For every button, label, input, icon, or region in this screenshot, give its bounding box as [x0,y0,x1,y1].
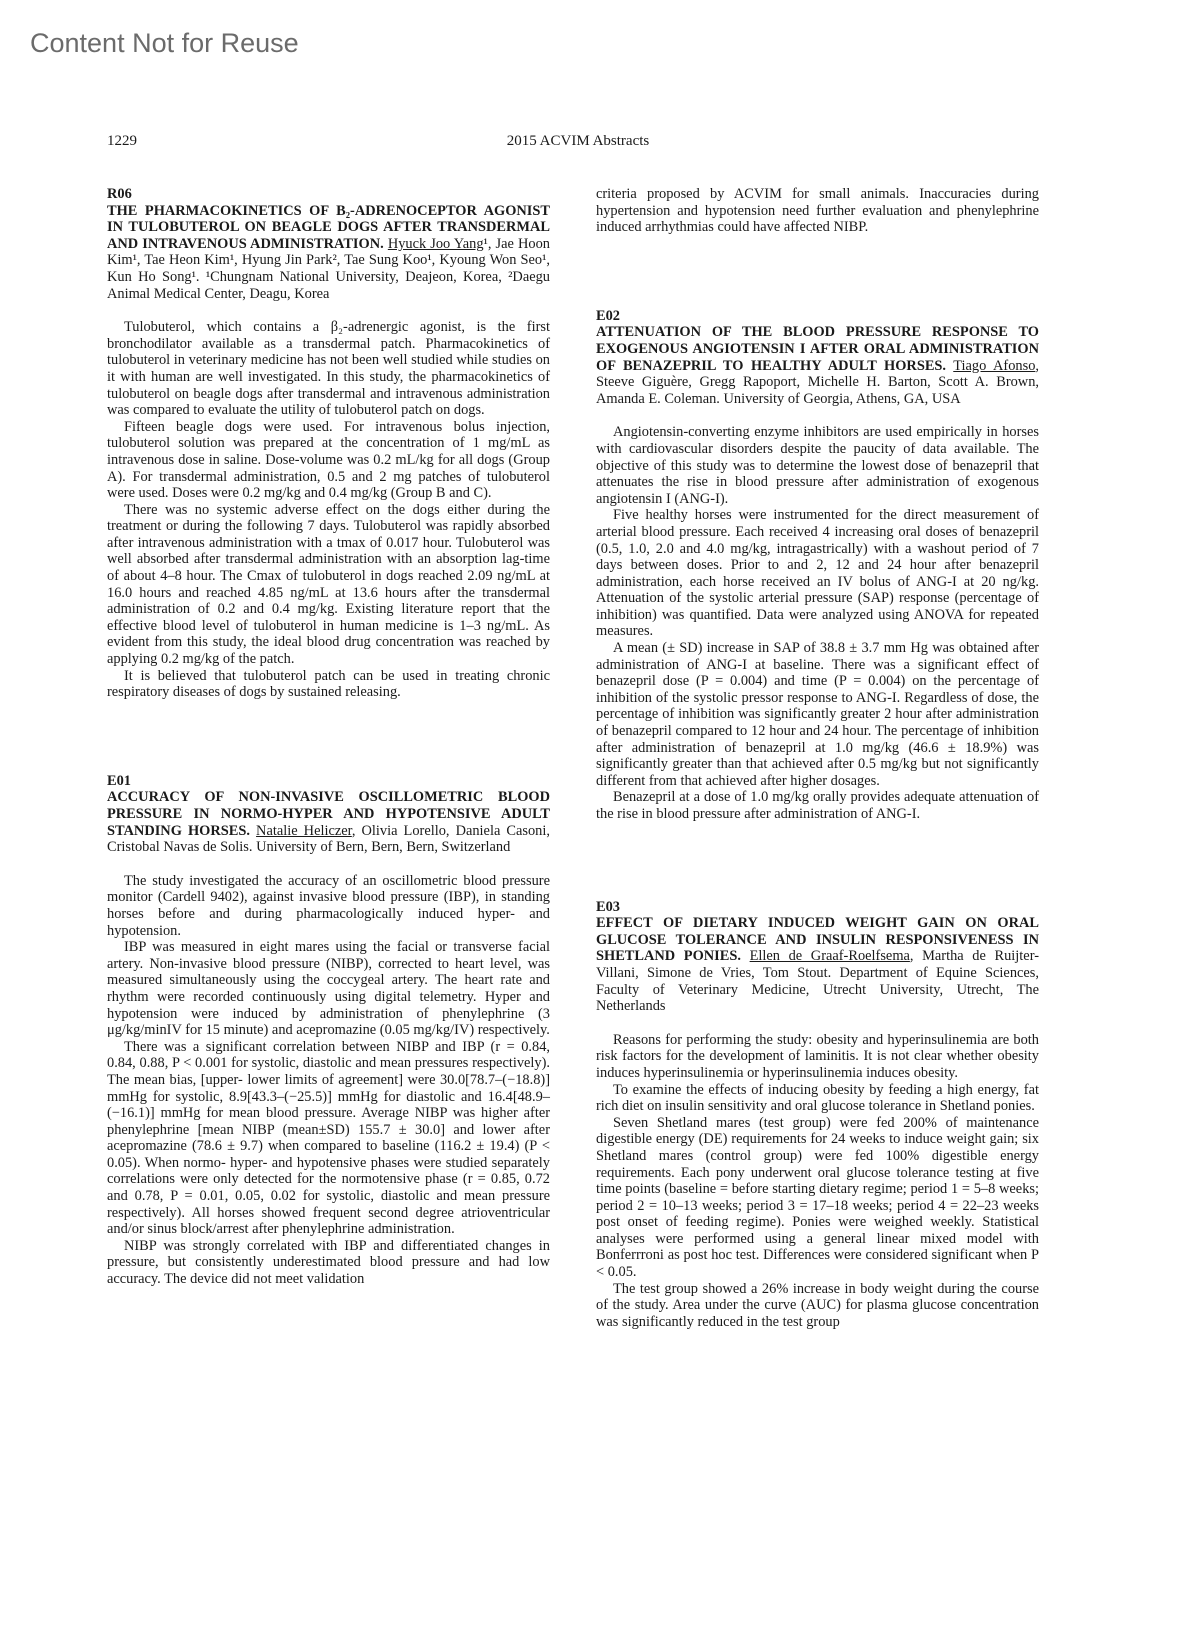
paragraph: criteria proposed by ACVIM for small animals. Inaccuracies during hypertension and hypotension need further evaluation and phenylephrine induced arrhythmias could have affected NIBP. [596,186,1039,236]
paragraph: The test group showed a 26% increase in body weight during the course of the study. Area under the curve (AUC) for plasma glucose concentration was significantly reduced in the test group [596,1280,1039,1330]
abstract-e01-continuation [596,186,1039,236]
right-column [596,186,1039,1330]
abstract-r06 [107,186,550,701]
abstract-id: E03 [596,898,620,915]
page-number: 1229 [107,133,137,149]
abstract-title: EFFECT OF DIETARY INDUCED WEIGHT GAIN ON ORAL GLUCOSE TOLERANCE AND INSULIN RESPONSIVENESS IN SHETLAND PONIES. [596,915,1039,965]
authors-affiliations: , Steeve Giguère, Gregg Rapoport, Michelle H. Barton, Scott A. Brown, Amanda E. Coleman. University of Georgia, Athens, GA, USA [596,357,1039,407]
presenting-author: Ellen de Graaf-Roelfsema [749,948,910,965]
paragraph: NIBP was strongly correlated with IBP and differentiated changes in pressure, but consistently underestimated blood pressure and had low accuracy. The device did not meet validation [107,1237,550,1288]
paragraph: Tulobuterol, which contains a β₂-adrenergic agonist, is the first bronchodilator available as a transdermal patch. Pharmacokinetics of tulobuterol in veterinary medicine has not been well studied while studies on it with human are well investigated. In this study, the pharmacokinetics of tulobuterol on beagle dogs after transdermal and intravenous administration was compared to evaluate the utility of tulobuterol patch on dogs. [107,319,550,419]
paragraph: Seven Shetland mares (test group) were fed 200% of maintenance digestible energy (DE) requirements for 24 weeks to induce weight gain; six Shetland mares (control group) were fed 100% digestible energy requirements. Each pony underwent oral glucose tolerance testing at five time points (baseline = before starting dietary regime; period 1 = 5–8 weeks; period 2 = 10–13 weeks; period 3 = 17–18 weeks; period 4 = 22–23 weeks post onset of feeding regime). Ponies were weighed weekly. Statistical analyses were performed using a general linear mixed model with Bonferrroni as post hoc test. Differences were considered significant when P < 0.05. [596,1114,1039,1281]
paragraph: A mean (± SD) increase in SAP of 38.8 ± 3.7 mm Hg was obtained after administration of ANG-I at baseline. There was a significant effect of benazepril dose (P = 0.004) and time (P = 0.004) on the percentage of inhibition of the systolic pressor response to ANG-I. Regardless of dose, the percentage of inhibition was significantly greater 2 hour after administration of benazepril compared to 12 hour and 24 hour. The percentage of inhibition after administration of benazepril at 1.0 mg/kg (46.6 ± 18.9%) was significantly greater than that achieved after 0.5 mg/kg but not significantly different from that achieved after higher dosages. [596,640,1039,789]
left-column [107,186,550,1288]
abstract-body [596,1032,1039,1331]
abstract-body [107,319,550,701]
abstract-heading [107,203,550,303]
abstract-title: ACCURACY OF NON-INVASIVE OSCILLOMETRIC BLOOD PRESSURE IN NORMO-HYPER AND HYPOTENSIVE ADULT STANDING HORSES. [107,789,550,839]
paragraph: Benazepril at a dose of 1.0 mg/kg orally provides adequate attenuation of the rise in blood pressure after administration of ANG-I. [596,789,1039,822]
paragraph: IBP was measured in eight mares using the facial or transverse facial artery. Non-invasive blood pressure (NIBP), corrected to heart level, was measured simultaneously using the coccygeal artery. The heart rate and rhythm were recorded continuously using digital telemetry. Hyper and hypotension were induced by administration of phenylephrine (3 μg/kg/minIV for 15 minute) and acepromazine (0.05 mg/kg/IV) respectively. [107,939,550,1039]
abstract-body [596,424,1039,822]
paragraph: Fifteen beagle dogs were used. For intravenous bolus injection, tulobuterol solution was prepared at the concentration of 1 mg/mL as intravenous dose in saline. Dose-volume was 0.2 mL/kg for all dogs (Group A). For transdermal administration, 0.5 and 2 mg patches of tulobuterol were used. Doses were 0.2 mg/kg and 0.4 mg/kg (Group B and C). [107,418,550,502]
abstract-e02 [596,308,1039,823]
authors-affiliations: ¹, Jae Hoon Kim¹, Tae Heon Kim¹, Hyung Jin Park², Tae Sung Koo¹, Kyoung Won Seo¹, Kun Ho Song¹. ¹Chungnam National University, Deajeon, Korea, ²Daegu Animal Medical Center, Deagu, Korea [107,235,550,302]
authors-affiliations: , Martha de Ruijter-Villani, Simone de Vries, Tom Stout. Department of Equine Sciences, Faculty of Veterinary Medicine, Utrecht University, Utrecht, The Netherlands [596,948,1039,1015]
journal-title: 2015 ACVIM Abstracts [506,133,650,149]
running-head [107,133,1049,155]
abstract-id: E02 [596,307,620,324]
paragraph: There was no systemic adverse effect on the dogs either during the treatment or during the following 7 days. Tulobuterol was rapidly absorbed after intravenous administration with a tmax of 0.017 hour. Tulobuterol was well absorbed after transdermal administration with an absorption lag-time of about 4–8 hour. The Cmax of tulobuterol in dogs reached 2.09 ng/mL at 16.0 hours and reached 4.85 ng/mL at 13.6 hours after the transdermal administration of 0.2 and 0.4 mg/kg. Existing literature report that the effective blood level of tulobuterol in human medicine is 1–3 ng/mL. As evident from this study, the ideal blood drug concentration was reached by applying 0.2 mg/kg of the patch. [107,501,550,668]
paragraph: It is believed that tulobuterol patch can be used in treating chronic respiratory diseases of dogs by sustained releasing. [107,667,550,701]
abstract-title: THE PHARMACOKINETICS OF B₂-ADRENOCEPTOR AGONIST IN TULOBUTEROL ON BEAGLE DOGS AFTER TRANSDERMAL AND INTRAVENOUS ADMINISTRATION. [107,202,550,252]
abstract-heading [107,789,550,855]
paragraph: There was a significant correlation between NIBP and IBP (r = 0.84, 0.84, 0.88, P < 0.001 for systolic, diastolic and mean pressures respectively). The mean bias, [upper- lower limits of agreement] were 30.0[78.7–(−18.8)] mmHg for systolic, 8.9[43.3–(−25.5)] mmHg for diastolic and 16.4[48.9–(−16.1)] mmHg for mean blood pressure. Average NIBP was higher after phenylephrine [mean NIBP (mean±SD) 155.7 ± 30.0] and lower after acepromazine (78.6 ± 9.7) when compared to baseline (116.2 ± 19.4) (P < 0.05). When normo- hyper- and hypotensive phases were studied separately correlations were only detected for the normotensive phase (r = 0.85, 0.72 and 0.78, P = 0.01, 0.05, 0.02 for systolic, diastolic and mean pressure respectively). All horses showed frequent second degree atrioventricular and/or sinus block/arrest after phenylephrine administration. [107,1038,550,1238]
paragraph: Reasons for performing the study: obesity and hyperinsulinemia are both risk factors for the development of laminitis. It is not clear whether obesity induces hyperinsulinemia or hyperinsulinemia induces obesity. [596,1031,1039,1081]
abstract-heading [596,915,1039,1015]
presenting-author: Hyuck Joo Yang [387,235,484,252]
paragraph: Angiotensin-converting enzyme inhibitors are used empirically in horses with cardiovascular disorders despite the paucity of data available. The objective of this study was to determine the lowest dose of benazepril that attenuates the rise in blood pressure after administration of exogenous angiotensin I (ANG-I). [596,424,1039,507]
abstract-title: ATTENUATION OF THE BLOOD PRESSURE RESPONSE TO EXOGENOUS ANGIOTENSIN I AFTER ORAL ADMINISTRATION OF BENAZEPRIL TO HEALTHY ADULT HORSES. [596,324,1039,374]
abstract-body [107,873,550,1288]
authors-affiliations: , Olivia Lorello, Daniela Casoni, Cristobal Navas de Solis. University of Bern, Bern, Bern, Switzerland [107,822,550,856]
abstract-heading [596,324,1039,407]
paragraph: The study investigated the accuracy of an oscillometric blood pressure monitor (Cardell 9402), against invasive blood pressure (IBP), in standing horses before and during pharmacologically induced hyper- and hypotension. [107,872,550,939]
watermark: Content Not for Reuse [30,28,299,58]
abstract-id: R06 [107,186,132,202]
presenting-author: Natalie Heliczer [256,822,352,839]
paragraph: To examine the effects of inducing obesity by feeding a high energy, fat rich diet on insulin sensitivity and oral glucose tolerance in Shetland ponies. [596,1081,1039,1115]
presenting-author: Tiago Afonso [953,357,1036,374]
abstract-e03 [596,899,1039,1331]
abstract-id: E01 [107,772,131,789]
abstract-e01 [107,773,550,1288]
paragraph: Five healthy horses were instrumented for the direct measurement of arterial blood pressure. Each received 4 increasing oral doses of benazepril (0.5, 1.0, 2.0 and 4.0 mg/kg, intragastrically) with a washout period of 7 days between doses. Prior to and 2, 12 and 24 hour after benazepril administration, each horse received an IV bolus of ANG-I at 20 ng/kg. Attenuation of the systolic arterial pressure (SAP) response (percentage of inhibition) was quantified. Data were analyzed using ANOVA for repeated measures. [596,507,1039,640]
